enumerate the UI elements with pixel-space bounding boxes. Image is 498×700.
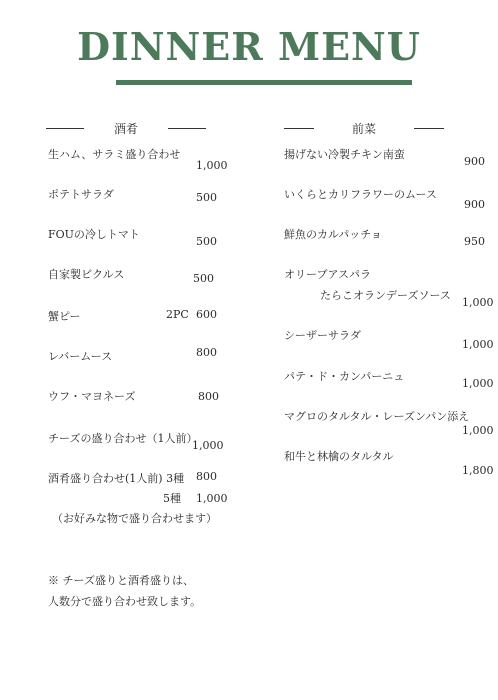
menu-item-price: 600: [196, 308, 217, 321]
menu-item-price: 500: [196, 235, 217, 248]
heading-rule-left: [46, 128, 84, 129]
menu-item-name: 鮮魚のカルパッチョ: [284, 228, 382, 241]
menu-item-name: 生ハム、サラミ盛り合わせ: [48, 148, 181, 161]
menu-item-quantity: 2PC: [166, 308, 189, 321]
menu-item-price: 1,000: [462, 296, 494, 309]
menu-item-price: 500: [193, 272, 214, 285]
menu-item-name: 酒肴盛り合わせ(1人前) 3種: [48, 472, 185, 485]
title-underline: [116, 80, 412, 85]
menu-item-name: パテ・ド・カンパーニュ: [284, 370, 405, 383]
menu-item-name: FOUの冷しトマト: [48, 228, 140, 241]
menu-item-name: マグロのタルタル・レーズンパン添え: [284, 410, 470, 423]
menu-item-price: 1,000: [196, 492, 228, 505]
menu-title: DINNER MENU: [77, 24, 421, 69]
menu-item-price: 900: [464, 155, 485, 168]
menu-item-price: 500: [196, 191, 217, 204]
menu-item-name: 自家製ピクルス: [48, 268, 125, 281]
section-heading-appetizers: [284, 120, 444, 136]
menu-item-subname: たらこオランデーズソース: [320, 289, 451, 302]
menu-item-name: レバームース: [48, 350, 113, 363]
heading-rule-right: [414, 128, 444, 129]
menu-item-name: チーズの盛り合わせ（1人前）: [48, 432, 198, 445]
menu-item-price: 1,000: [462, 338, 494, 351]
menu-item-name: 蟹ピー: [48, 310, 81, 323]
menu-item-price: 1,000: [196, 159, 228, 172]
menu-item-name: ポテトサラダ: [48, 188, 114, 201]
menu-item-name: オリーブアスパラ: [284, 268, 372, 281]
footnote-line-2: 人数分で盛り合わせ致します。: [48, 595, 202, 608]
heading-rule-right: [168, 128, 206, 129]
menu-item-price: 1,000: [462, 377, 494, 390]
menu-item-price: 800: [196, 346, 217, 359]
section-label: 酒肴: [114, 122, 139, 136]
section-label: 前菜: [352, 122, 377, 136]
platter-note: （お好みな物で盛り合わせます）: [52, 512, 217, 525]
menu-item-price: 800: [196, 470, 217, 483]
menu-item-variant: 5種: [163, 492, 181, 505]
menu-item-name: 和牛と林檎のタルタル: [284, 450, 394, 463]
heading-rule-left: [284, 128, 314, 129]
menu-item-price: 1,800: [462, 464, 494, 477]
section-heading-snacks: [46, 120, 206, 136]
menu-item-price: 900: [464, 198, 485, 211]
menu-item-price: 1,000: [192, 439, 224, 452]
menu-item-name: シーザーサラダ: [284, 329, 361, 342]
menu-item-name: 揚げない冷製チキン南蛮: [284, 148, 405, 161]
menu-item-price: 950: [464, 235, 485, 248]
menu-item-price: 800: [198, 390, 219, 403]
menu-item-price: 1,000: [462, 424, 494, 437]
menu-item-name: ウフ・マヨネーズ: [48, 390, 136, 403]
menu-item-name: いくらとカリフラワーのムース: [284, 188, 437, 201]
footnote-line-1: ※ チーズ盛りと酒肴盛りは、: [48, 574, 194, 587]
